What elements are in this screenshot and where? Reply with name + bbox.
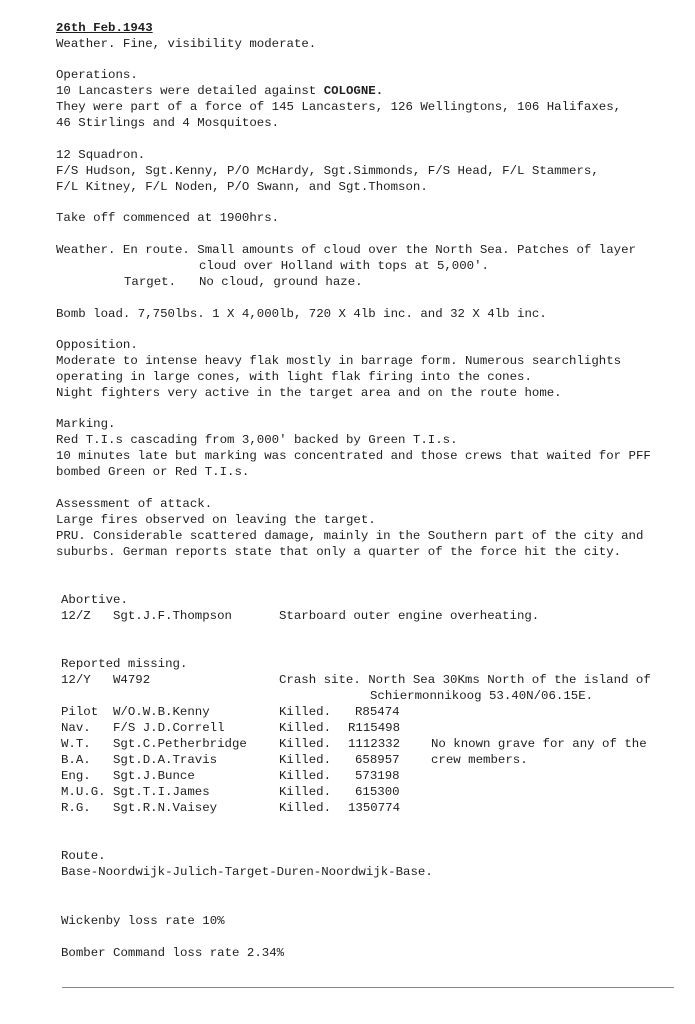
crew-number: 1350774	[348, 801, 401, 815]
crew-number: 573198	[355, 769, 400, 783]
crew-name: W/O.W.B.Kenny	[113, 705, 210, 719]
marking-label: Marking.	[56, 417, 116, 431]
bomber-command-loss-rate: Bomber Command loss rate 2.34%	[61, 946, 285, 960]
crew-role: B.A.	[61, 753, 91, 767]
crew-name: Sgt.J.Bunce	[113, 769, 195, 783]
marking-line1: Red T.I.s cascading from 3,000' backed by Green T.I.s.	[56, 433, 458, 447]
crew-role: M.U.G.	[61, 785, 106, 799]
operations-target: COLOGNE.	[323, 84, 384, 98]
crew-name: Sgt.T.I.James	[113, 785, 210, 799]
crew-role: Pilot	[61, 705, 99, 719]
grave-note-line2: crew members.	[431, 753, 528, 767]
crash-site-line1: Crash site. North Sea 30Kms North of the island of	[279, 673, 651, 687]
weather-target-label: Target.	[124, 275, 177, 289]
assessment-line2: PRU. Considerable scattered damage, mainly in the Southern part of the city and	[56, 529, 644, 543]
crew-role: R.G.	[61, 801, 91, 815]
missing-code: 12/Y	[61, 673, 91, 687]
abortive-code: 12/Z	[61, 609, 91, 623]
crew-name: Sgt.C.Petherbridge	[113, 737, 247, 751]
crew-status: Killed.	[279, 801, 332, 815]
opposition-line1: Moderate to intense heavy flak mostly in barrage form. Numerous searchlights	[56, 354, 622, 368]
crew-number: 615300	[355, 785, 400, 799]
operations-line3: 46 Stirlings and 4 Mosquitoes.	[56, 116, 280, 130]
crew-role: W.T.	[61, 737, 91, 751]
crew-status: Killed.	[279, 721, 332, 735]
abortive-reason: Starboard outer engine overheating.	[279, 609, 540, 623]
grave-note-line1: No known grave for any of the	[431, 737, 647, 751]
route-label: Route.	[61, 849, 106, 863]
weather-detail-line1: Weather. En route. Small amounts of cloud over the North Sea. Patches of layer	[56, 243, 636, 257]
operations-line2: They were part of a force of 145 Lancasters, 126 Wellingtons, 106 Halifaxes,	[56, 100, 622, 114]
crew-role: Eng.	[61, 769, 91, 783]
missing-label: Reported missing.	[61, 657, 188, 671]
crew-role: Nav.	[61, 721, 91, 735]
takeoff-time: Take off commenced at 1900hrs.	[56, 211, 280, 225]
crew-name: Sgt.R.N.Vaisey	[113, 801, 218, 815]
crew-name: F/S J.D.Correll	[113, 721, 225, 735]
wickenby-loss-rate: Wickenby loss rate 10%	[61, 914, 225, 928]
crew-status: Killed.	[279, 705, 332, 719]
bottom-rule	[62, 987, 674, 988]
crew-name: Sgt.D.A.Travis	[113, 753, 218, 767]
abortive-label: Abortive.	[61, 593, 128, 607]
assessment-label: Assessment of attack.	[56, 497, 213, 511]
marking-line2: 10 minutes late but marking was concentrated and those crews that waited for PFF	[56, 449, 651, 463]
operations-line1-text: 10 Lancasters were detailed against	[56, 84, 317, 98]
bomb-load: Bomb load. 7,750lbs. 1 X 4,000lb, 720 X 4lb inc. and 32 X 4lb inc.	[56, 307, 547, 321]
crew-number: 658957	[355, 753, 400, 767]
squadron-line2: F/L Kitney, F/L Noden, P/O Swann, and Sgt.Thomson.	[56, 180, 428, 194]
crew-status: Killed.	[279, 785, 332, 799]
squadron-line1: F/S Hudson, Sgt.Kenny, P/O McHardy, Sgt.Simmonds, F/S Head, F/L Stammers,	[56, 164, 599, 178]
abortive-crew: Sgt.J.F.Thompson	[113, 609, 232, 623]
route-text: Base-Noordwijk-Julich-Target-Duren-Noordwijk-Base.	[61, 865, 433, 879]
squadron-label: 12 Squadron.	[56, 148, 146, 162]
missing-serial: W4792	[113, 673, 151, 687]
crew-number: R115498	[348, 721, 401, 735]
crash-site-line2: Schiermonnikoog 53.40N/06.15E.	[370, 689, 594, 703]
operations-label: Operations.	[56, 68, 138, 82]
weather-target-text: No cloud, ground haze.	[199, 275, 363, 289]
opposition-line2: operating in large cones, with light flak firing into the cones.	[56, 370, 532, 384]
weather-general: Weather. Fine, visibility moderate.	[56, 37, 317, 51]
assessment-line1: Large fires observed on leaving the target.	[56, 513, 376, 527]
operations-line1	[56, 83, 383, 99]
crew-number: R85474	[355, 705, 400, 719]
opposition-line3: Night fighters very active in the target area and on the route home.	[56, 386, 562, 400]
date-heading: 26th Feb.1943	[56, 21, 153, 35]
crew-status: Killed.	[279, 753, 332, 767]
assessment-line3: suburbs. German reports state that only a quarter of the force hit the city.	[56, 545, 622, 559]
weather-detail-line2: cloud over Holland with tops at 5,000'.	[199, 259, 489, 273]
opposition-label: Opposition.	[56, 338, 138, 352]
crew-status: Killed.	[279, 737, 332, 751]
crew-number: 1112332	[348, 737, 401, 751]
crew-status: Killed.	[279, 769, 332, 783]
marking-line3: bombed Green or Red T.I.s.	[56, 465, 250, 479]
